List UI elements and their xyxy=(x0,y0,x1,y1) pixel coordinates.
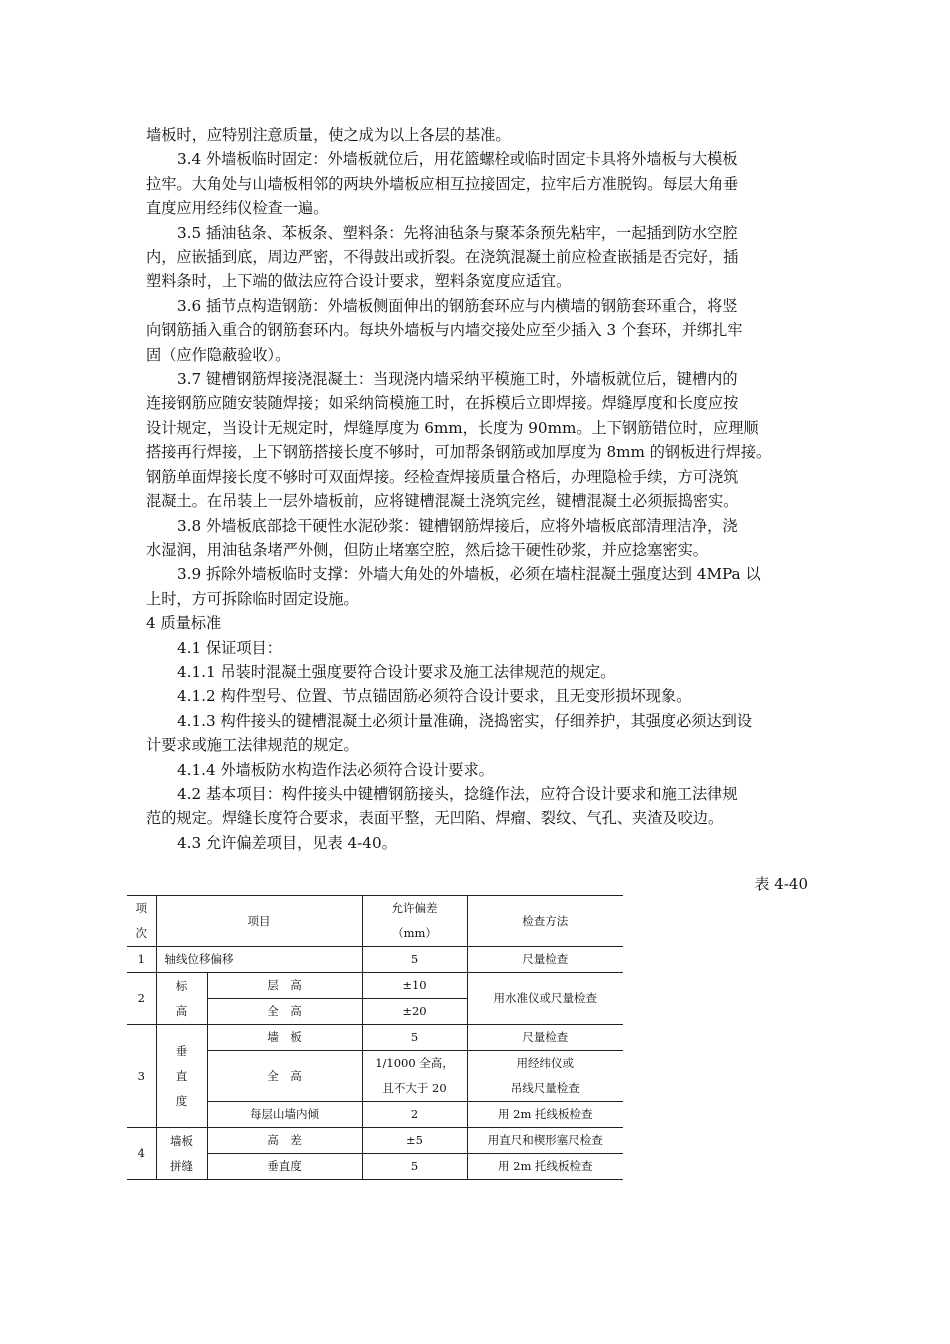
row-item: 轴线位移偏移 xyxy=(156,947,362,973)
header-item: 项目 xyxy=(156,896,362,947)
row-no: 4 xyxy=(127,1128,156,1180)
text-line: 上时，方可拆除临时固定设施。 xyxy=(146,589,359,608)
text-line: 4.1.2 构件型号、位置、节点锚固筋必须符合设计要求，且无变形损坏现象。 xyxy=(177,687,692,706)
row-tolerance: ±5 xyxy=(362,1128,467,1154)
text-line: 4.2 基本项目：构件接头中键槽钢筋接头，捻缝作法，应符合设计要求和施工法律规 xyxy=(177,784,738,803)
text-line: 水湿润，用油毡条堵严外侧，但防止堵塞空腔，然后捻干硬性砂浆，并应捻塞密实。 xyxy=(146,540,708,559)
row-method: 尺量检查 xyxy=(467,1025,623,1051)
text-line: 3.8 外墙板底部捻干硬性水泥砂浆：键槽钢筋焊接后，应将外墙板底部清理洁净，浇 xyxy=(177,516,738,535)
row-item: 每层山墙内倾 xyxy=(207,1102,362,1128)
text-line: 拉牢。大角处与山墙板相邻的两块外墙板应相互拉接固定，拉牢后方准脱钩。每层大角垂 xyxy=(146,174,739,193)
row-group: 墙板 拼缝 xyxy=(156,1128,207,1180)
table-row xyxy=(127,973,623,999)
text-line: 塑料条时，上下端的做法应符合设计要求，塑料条宽度应适宜。 xyxy=(146,272,572,291)
row-item: 层 高 xyxy=(207,973,362,999)
text-line: 4 质量标准 xyxy=(146,614,222,633)
text-line: 搭接再行焊接，上下钢筋搭接长度不够时，可加帮条钢筋或加厚度为 8mm 的钢板进行焊接。 xyxy=(146,443,772,462)
row-method: 用经纬仪或 吊线尺量检查 xyxy=(467,1051,623,1102)
text-line: 计要求或施工法律规范的规定。 xyxy=(146,736,359,755)
row-method: 用直尺和楔形塞尺检查 xyxy=(467,1128,623,1154)
row-method: 用水准仪或尺量检查 xyxy=(467,973,623,1025)
row-item: 全 高 xyxy=(207,1051,362,1102)
text-line: 内，应嵌插到底，周边严密，不得鼓出或折裂。在浇筑混凝土前应检查嵌插是否完好，插 xyxy=(146,248,739,267)
text-line: 4.1 保证项目： xyxy=(177,638,282,657)
text-line: 范的规定。焊缝长度符合要求，表面平整，无凹陷、焊瘤、裂纹、气孔、夹渣及咬边。 xyxy=(146,809,724,828)
row-tolerance: 1/1000 全高， 且不大于 20 xyxy=(362,1051,467,1102)
text-line: 3.4 外墙板临时固定：外墙板就位后，用花篮螺栓或临时固定卡具将外墙板与大模板 xyxy=(177,150,738,169)
text-line: 4.1.3 构件接头的键槽混凝土必须计量准确，浇捣密实，仔细养护，其强度必须达到设 xyxy=(177,711,753,730)
row-item: 垂直度 xyxy=(207,1154,362,1180)
row-method: 尺量检查 xyxy=(467,947,623,973)
text-line: 连接钢筋应随安装随焊接；如采纳筒模施工时，在拆模后立即焊接。焊缝厚度和长度应按 xyxy=(146,394,739,413)
header-method: 检查方法 xyxy=(467,896,623,947)
table-row xyxy=(127,1128,623,1154)
text-line: 向钢筋插入重合的钢筋套环内。每块外墙板与内墙交接处应至少插入 3 个套环，并绑扎牢 xyxy=(146,321,743,340)
row-group: 垂 直 度 xyxy=(156,1025,207,1128)
tolerance-table xyxy=(127,895,623,1180)
table-header-row xyxy=(127,896,623,947)
text-line: 3.7 键槽钢筋焊接浇混凝土：当现浇内墙采纳平模施工时，外墙板就位后，键槽内的 xyxy=(177,370,738,389)
text-line: 4.1.1 吊装时混凝土强度要符合设计要求及施工法律规范的规定。 xyxy=(177,662,616,681)
text-line: 混凝土。在吊装上一层外墙板前，应将键槽混凝土浇筑完丝，键槽混凝土必须振捣密实。 xyxy=(146,492,739,511)
row-tolerance: ±20 xyxy=(362,999,467,1025)
text-line: 钢筋单面焊接长度不够时可双面焊接。经检查焊接质量合格后，办理隐检手续，方可浇筑 xyxy=(146,467,739,486)
text-line: 设计规定，当设计无规定时，焊缝厚度为 6mm，长度为 90mm。上下钢筋错位时，应理顺 xyxy=(146,418,759,437)
text-line: 4.1.4 外墙板防水构造作法必须符合设计要求。 xyxy=(177,760,494,779)
text-line: 3.9 拆除外墙板临时支撑：外墙大角处的外墙板，必须在墙柱混凝土强度达到 4MPa 以 xyxy=(177,565,761,584)
text-line: 3.5 插油毡条、苯板条、塑料条：先将油毡条与聚苯条预先粘牢，一起插到防水空腔 xyxy=(177,223,738,242)
row-item: 全 高 xyxy=(207,999,362,1025)
row-no: 2 xyxy=(127,973,156,1025)
header-no: 项 次 xyxy=(127,896,156,947)
row-group: 标 高 xyxy=(156,973,207,1025)
row-method: 用 2m 托线板检查 xyxy=(467,1154,623,1180)
text-line: 直度应用经纬仪检查一遍。 xyxy=(146,199,329,218)
row-item: 墙 板 xyxy=(207,1025,362,1051)
row-no: 3 xyxy=(127,1025,156,1128)
row-tolerance: ±10 xyxy=(362,973,467,999)
text-line: 墙板时，应特别注意质量，使之成为以上各层的基准。 xyxy=(146,126,511,144)
header-tolerance: 允许偏差 （mm） xyxy=(362,896,467,947)
row-tolerance: 5 xyxy=(362,1025,467,1051)
table-row xyxy=(127,947,623,973)
table-number: 表 4-40 xyxy=(754,875,808,893)
row-no: 1 xyxy=(127,947,156,973)
text-line: 固（应作隐蔽验收）。 xyxy=(146,345,291,364)
row-method: 用 2m 托线板检查 xyxy=(467,1102,623,1128)
row-tolerance: 5 xyxy=(362,1154,467,1180)
row-item: 高 差 xyxy=(207,1128,362,1154)
row-tolerance: 2 xyxy=(362,1102,467,1128)
body-text xyxy=(146,123,826,855)
text-line: 4.3 允许偏差项目，见表 4-40。 xyxy=(177,833,397,852)
text-line: 3.6 插节点构造钢筋：外墙板侧面伸出的钢筋套环应与内横墙的钢筋套环重合，将竖 xyxy=(177,296,738,315)
table-row xyxy=(127,1025,623,1051)
row-tolerance: 5 xyxy=(362,947,467,973)
